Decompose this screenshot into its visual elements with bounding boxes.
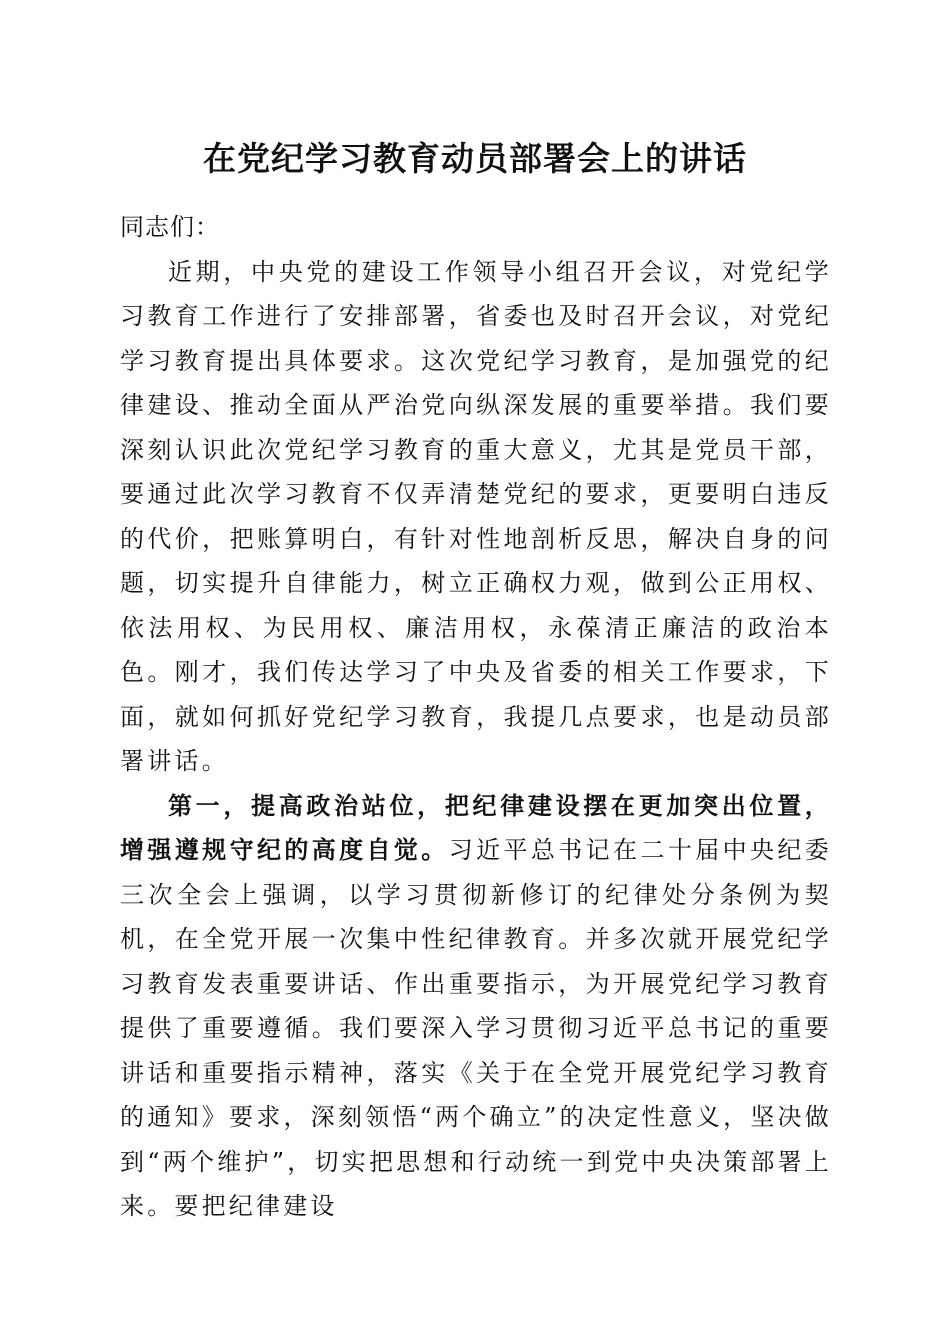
paragraph-1: 近期，中央党的建设工作领导小组召开会议，对党纪学习教育工作进行了安排部署，省委也及时召开会议，对党纪学习教育提出具体要求。这次党纪学习教育，是加强党的纪律建设、推动全面从严治党向纵深发展的重要举措。我们要深刻认识此次党纪学习教育的重大意义，尤其是党员干部，要通过此次学习教育不仅弄清楚党纪的要求，更要明白违反的代价，把账算明白，有针对性地剖析反思，解决自身的问题，切实提升自律能力，树立正确权力观，做到公正用权、依法用权、为民用权、廉洁用权，永葆清正廉洁的政治本色。刚才，我们传达学习了中央及省委的相关工作要求，下面，就如何抓好党纪学习教育，我提几点要求，也是动员部署讲话。 — [120, 257, 832, 775]
salutation: 同志们： — [120, 213, 220, 241]
document-body — [120, 205, 832, 1229]
document-title: 在党纪学习教育动员部署会上的讲话 — [203, 139, 747, 178]
paragraph-2-body: 习近平总书记在二十届中央纪委三次全会上强调，以学习贯彻新修订的纪律处分条例为契机，在全党开展一次集中性纪律教育。并多次就开展党纪学习教育发表重要讲话、作出重要指示，为开展党纪学习教育提供了重要遵循。我们要深入学习贯彻习近平总书记的重要讲话和重要指示精神，落实《关于在全党开展党纪学习教育的通知》要求，深刻领悟“两个确立”的决定性意义，坚决做到“两个维护”，切实把思想和行动统一到党中央决策部署上来。要把纪律建设 — [120, 836, 832, 1220]
paragraph-2-lead: 第一，提高政治站位，把纪律建设摆在更加突出位置，增强遵规守纪的高度自觉。 — [120, 790, 832, 864]
paragraph-2 — [120, 784, 832, 1229]
